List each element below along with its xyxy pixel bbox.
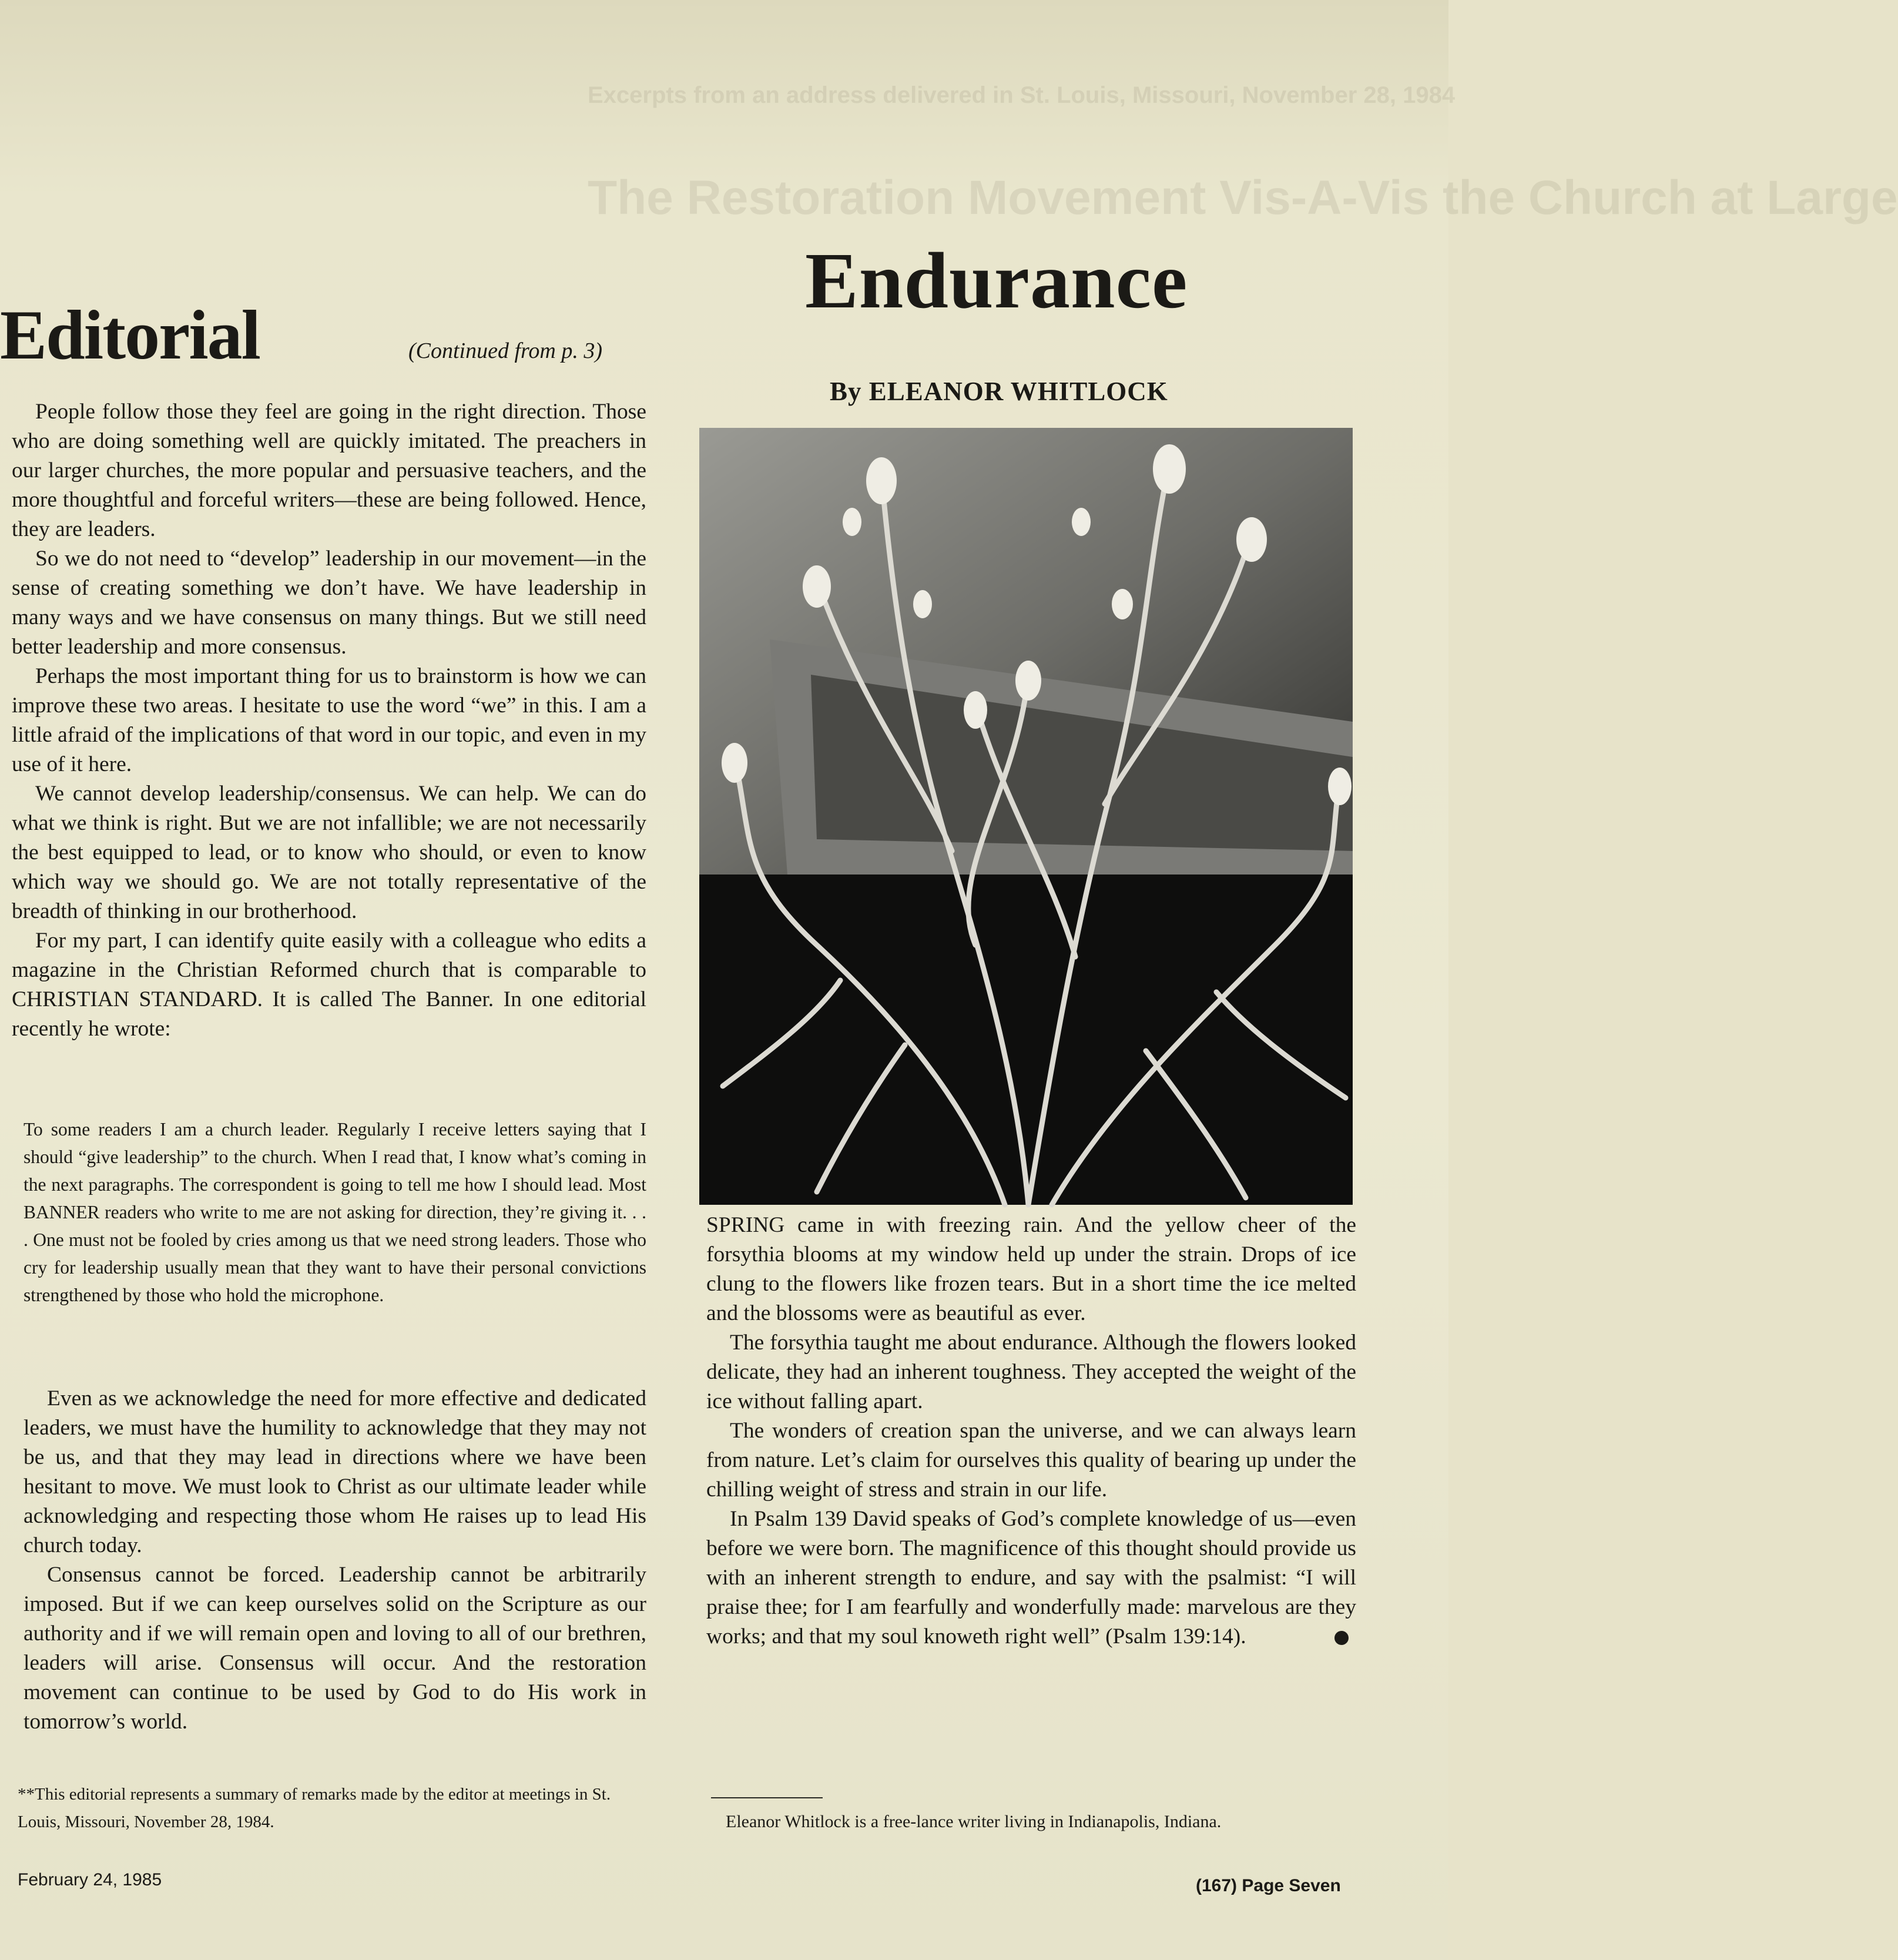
editorial-paragraph: So we do not need to “develop” leadership in our movement—in the sense of creating something we don’t have. We have leadership in many ways and we have consensus on many things. But we still need better leadership and more consensus.	[12, 547, 646, 659]
block-quote	[24, 1115, 646, 1309]
bleed-through-header-line: Excerpts from an address delivered in St. Louis, Missouri, November 28, 1984	[588, 82, 1456, 108]
forsythia-photo-illustration	[699, 428, 1353, 1205]
editorial-paragraph: People follow those they feel are going in the right direction. Those who are doing something well are quickly imitated. The preachers in our larger churches, the more popular and persuasive teachers, and the more thoughtful and forceful writers—these are being followed. Hence, they are leaders.	[12, 400, 646, 541]
endurance-paragraph-last	[706, 1505, 1356, 1651]
editorial-footnote: **This editorial represents a summary of remarks made by the editor at meetings in St. Louis, Missouri, November 28, 1984.	[18, 1785, 611, 1831]
article-title: Endurance	[805, 237, 1188, 325]
endurance-paragraph: The wonders of creation span the universe, and we can always learn from nature. Let’s claim for ourselves this quality of bearing up under the chilling weight of stress and strain in our life.	[706, 1419, 1356, 1502]
editorial-paragraph: For my part, I can identify quite easily with a colleague who edits a magazine in the Christian Reformed church that is comparable to CHRISTIAN STANDARD. It is called The Banner. In one editorial recently he wrote:	[12, 929, 646, 1041]
forsythia-photo	[699, 428, 1353, 1205]
endurance-paragraph-text: In Psalm 139 David speaks of God’s complete knowledge of us—even before we were born. The magnificence of this thought should provide us with an inherent strength to endure, and say with the psalmist: “I will praise thee; for I am fearfully and wonderfully made: marvelous are they works; and that my soul knoweth right well” (Psalm 139:14).	[706, 1507, 1356, 1649]
editorial-paragraph: Consensus cannot be forced. Leadership cannot be arbitrarily imposed. But if we can keep ourselves solid on the Scripture as our authority and if we will remain open and loving to all of our brethren, leaders will arise. Consensus will occur. And the restoration movement can continue to be used by God to do His work in tomorrow’s world.	[24, 1563, 646, 1734]
end-of-article-bullet-icon	[1334, 1631, 1349, 1645]
endurance-body	[706, 1211, 1356, 1651]
author-note: Eleanor Whitlock is a free-lance writer living in Indianapolis, Indiana.	[726, 1812, 1222, 1831]
continued-note: (Continued from p. 3)	[408, 339, 603, 363]
endurance-paragraph: SPRING came in with freezing rain. And the yellow cheer of the forsythia blooms at my window held up under the strain. Drops of ice clung to the flowers like frozen tears. But in a short time the ice melted and the blossoms were as beautiful as ever.	[706, 1213, 1356, 1325]
editorial-paragraph: Even as we acknowledge the need for more effective and dedicated leaders, we must have the humility to acknowledge that they may not be us, and that they may lead in directions where we have been hesitant to move. We must look to Christ as our ultimate leader while acknowledging and respecting those whom He raises up to lead His church today.	[24, 1386, 646, 1557]
page-number: (167) Page Seven	[1196, 1876, 1341, 1895]
editorial-paragraph: We cannot develop leadership/consensus. We can help. We can do what we think is right. But we are not infallible; we are not necessarily the best equipped to lead, or to know who should, or even to know which way we should go. We are not totally representative of the breadth of thinking in our brotherhood.	[12, 782, 646, 923]
editorial-paragraph: Perhaps the most important thing for us to brainstorm is how we can improve these two areas. I hesitate to use the word “we” in this. I am a little afraid of the implications of that word in our topic, and even in my use of it here.	[12, 664, 646, 776]
editorial-body-continued	[24, 1384, 646, 1737]
footer-date: February 24, 1985	[18, 1870, 162, 1889]
editorial-title: Editorial	[0, 296, 260, 374]
bleed-through-headline: The Restoration Movement Vis-A-Vis the Church at Large	[588, 171, 1898, 225]
editorial-body	[12, 397, 646, 1044]
byline: By ELEANOR WHITLOCK	[830, 377, 1168, 406]
author-note-rule	[711, 1797, 823, 1798]
endurance-paragraph: The forsythia taught me about endurance. Although the flowers looked delicate, they had an inherent toughness. They accepted the weight of the ice without falling apart.	[706, 1331, 1356, 1413]
quote-text: To some readers I am a church leader. Regularly I receive letters saying that I should “give leadership” to the church. When I read that, I know what’s coming in the next paragraphs. The correspondent is going to tell me how I should lead. Most BANNER readers who write to me are not asking for direction, they’re giving it. . . . One must not be fooled by cries among us that we need strong leaders. Those who cry for leadership usually mean that they want to have their personal convictions strengthened by those who hold the microphone.	[24, 1119, 646, 1305]
